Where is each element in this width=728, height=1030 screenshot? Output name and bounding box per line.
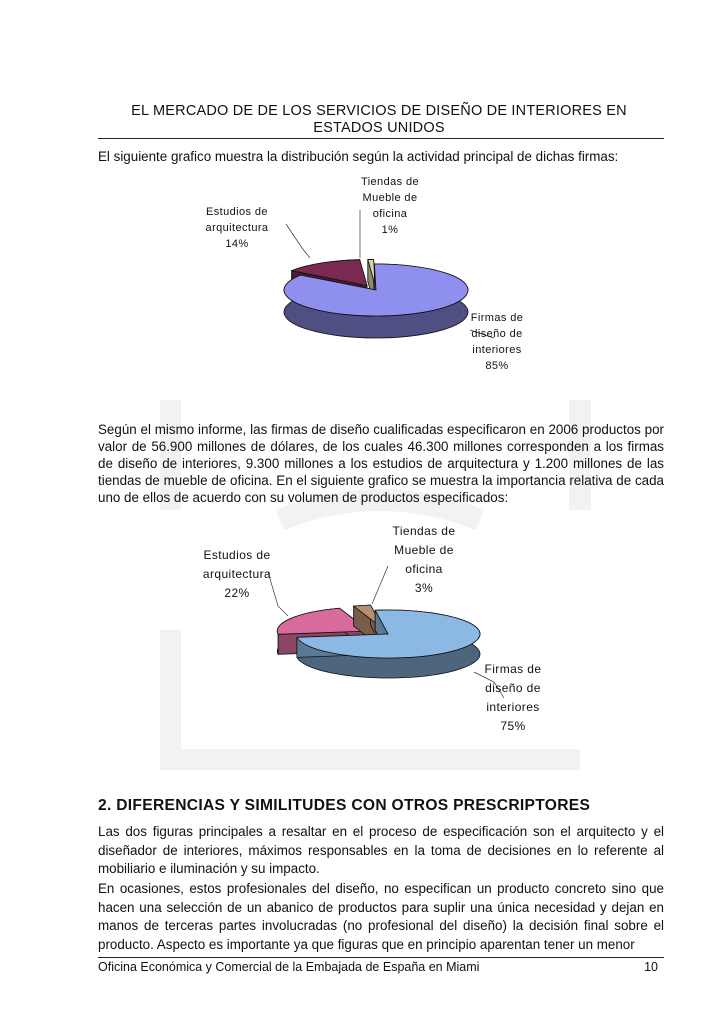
- label-tiendas-1-text: Tiendas de Mueble de oficina: [360, 176, 420, 220]
- title-underline: [98, 138, 664, 139]
- label-estudios-2-pct: 22%: [224, 586, 250, 600]
- label-firmas-2-text: Firmas de diseño de interiores: [484, 662, 542, 714]
- label-estudios-2-text: Estudios de arquitectura: [202, 548, 272, 581]
- pie-chart-2-svg: [98, 522, 664, 742]
- label-estudios-1-pct: 14%: [225, 238, 249, 250]
- section-paragraph-1: Las dos figuras principales a resaltar en el proceso de especificación son el arquitecto y el diseñador de interiores, máximos responsables en la toma de decisiones en lo referente al mobiliario e iluminación y su impacto.: [98, 824, 664, 877]
- pie-chart-2: [98, 522, 664, 742]
- middle-paragraph: Según el mismo informe, las firmas de diseño cualificadas especificaron en 2006 productos por valor de 56.900 millones de dólares, de los cuales 46.300 millones corresponden a los firmas de diseño de interiores, 9.300 millones a los estudios de arquitectura y 1.200 millones de las tiendas de mueble de oficina. En el siguiente grafico se muestra la importancia relativa de cada uno de ellos de acuerdo con su volumen de productos especificados:: [98, 422, 664, 505]
- footer-rule: [98, 957, 664, 958]
- label-tiendas-2-text: Tiendas de Mueble de oficina: [392, 524, 456, 576]
- section-heading: 2. DIFERENCIAS Y SIMILITUDES CON OTROS PRESCRIPTORES: [98, 797, 591, 814]
- page-title: EL MERCADO DE DE LOS SERVICIOS DE DISEÑO DE INTERIORES EN ESTADOS UNIDOS: [131, 103, 627, 136]
- label-estudios-1: [192, 204, 282, 252]
- label-tiendas-2-pct: 3%: [414, 581, 434, 595]
- label-firmas-2-pct: 75%: [500, 719, 526, 733]
- label-firmas-2: [478, 660, 548, 736]
- label-tiendas-1: [344, 174, 436, 238]
- footer-page-number: 10: [644, 960, 658, 974]
- label-estudios-2: [192, 546, 282, 603]
- footer: [98, 960, 664, 974]
- label-firmas-1-text: Firmas de diseño de interiores: [470, 312, 524, 356]
- footer-office: Oficina Económica y Comercial de la Embajada de España en Miami: [98, 960, 480, 974]
- label-tiendas-2: [382, 522, 466, 598]
- leader-line-0: [286, 224, 310, 258]
- pie-chart-1: [98, 172, 664, 382]
- label-firmas-1: [464, 310, 530, 374]
- label-tiendas-1-pct: 1%: [381, 224, 399, 236]
- label-firmas-1-pct: 85%: [485, 360, 509, 372]
- section-paragraph-2: En ocasiones, estos profesionales del diseño, no especifican un producto concreto sino que hacen una selección de un abanico de productos para suplir una única necesidad y dejan en manos de terceras partes involucradas (no profesional del diseño) la decisión final sobre el producto. Aspecto es importante ya que figuras que en principio aparentan tener un menor: [98, 881, 664, 952]
- label-estudios-1-text: Estudios de arquitectura: [205, 206, 269, 234]
- intro-paragraph: El siguiente grafico muestra la distribución según la actividad principal de dichas firmas:: [98, 149, 619, 164]
